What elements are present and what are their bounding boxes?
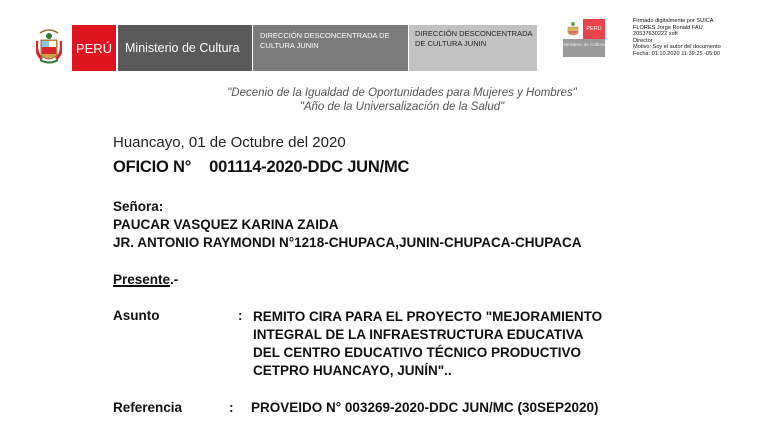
signature-line: Director (633, 37, 653, 44)
signature-logo (563, 19, 605, 57)
asunto-label: Asunto (113, 308, 160, 323)
recipient-address: JR. ANTONIO RAYMONDI N°1218-CHUPACA,JUNIN-CHUPACA-CHUPACA (113, 235, 582, 250)
signature-line: Motivo: Soy el autor del documento (633, 44, 721, 51)
oficio-label: OFICIO N° (113, 158, 192, 176)
referencia-text: PROVEIDO N° 003269-2020-DDC JUN/MC (30SEP2020) (251, 400, 599, 415)
recipient-name: PAUCAR VASQUEZ KARINA ZAIDA (113, 217, 339, 232)
asunto-text (253, 308, 693, 380)
asunto-line: REMITO CIRA PARA EL PROYECTO "MEJORAMIENTO (253, 309, 603, 324)
office-name-primary: DIRECCIÓN DESCONCENTRADA DE CULTURA JUNIN (253, 25, 408, 71)
signature-line: FLORES Jorge Ronald FAU (633, 24, 703, 31)
signature-line: Firmado digitalmente por SUICA (633, 18, 714, 24)
place-date: Huancayo, 01 de Octubre del 2020 (113, 134, 346, 151)
asunto-line: DEL CENTRO EDUCATIVO TÉCNICO PRODUCTIVO (253, 345, 582, 360)
asunto-colon: : (238, 308, 243, 323)
signature-line: Fecha: 01.10.2020 11:39:25 -05:00 (633, 50, 720, 57)
coat-of-arms-icon (36, 27, 62, 67)
salutation: Señora: (113, 199, 164, 214)
digital-signature-text (633, 18, 783, 58)
presente-suffix: .- (170, 272, 179, 287)
slogan-decade: "Decenio de la Igualdad de Oportunidades para Mujeres y Hombres" (227, 87, 577, 99)
coat-of-arms-icon (563, 19, 583, 39)
signature-line: 20537630222 soft (633, 31, 678, 38)
oficio-heading (113, 158, 409, 177)
official-slogans (0, 86, 784, 114)
office-name-secondary: DIRECCIÓN DESCONCENTRADA DE CULTURA JUNIN (409, 25, 537, 71)
presente (113, 272, 178, 287)
ministry-name: Ministerio de Cultura (118, 25, 252, 71)
oficio-number: 001114-2020-DDC JUN/MC (209, 158, 410, 176)
signature-peru-block: PERÚ (583, 19, 605, 39)
presente-label: Presente (113, 272, 171, 287)
peru-brand-block: PERÚ (72, 25, 116, 71)
referencia-label: Referencia (113, 400, 183, 415)
asunto-line: CETPRO HUANCAYO, JUNÍN".. (253, 363, 452, 378)
slogan-year: "Año de la Universalización de la Salud" (299, 101, 505, 113)
signature-ministry-block: Ministerio de Cultura (563, 39, 605, 57)
referencia-colon: : (229, 400, 234, 415)
asunto-line: INTEGRAL DE LA INFRAESTRUCTURA EDUCATIVA (253, 327, 584, 342)
